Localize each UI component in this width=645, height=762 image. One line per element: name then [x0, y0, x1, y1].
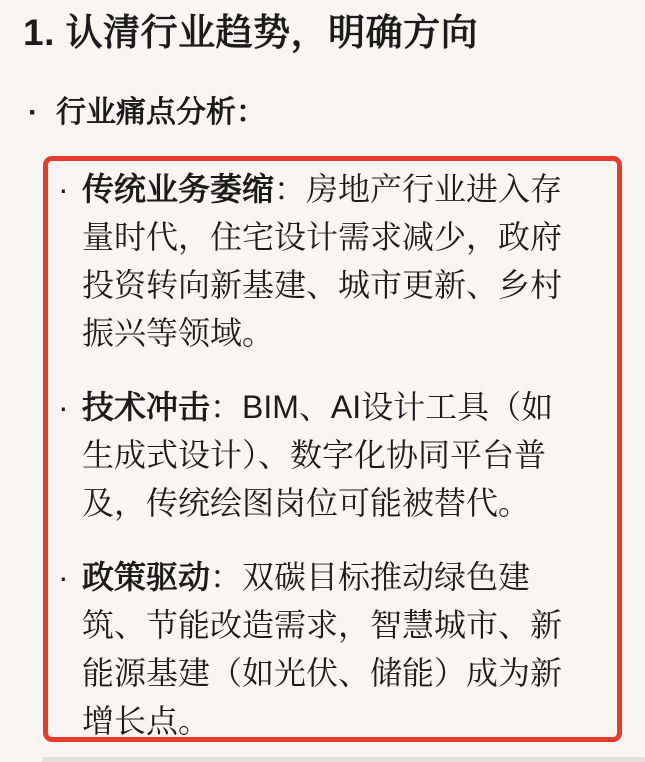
bullet-dot-icon: · [28, 96, 38, 129]
next-content-hint [42, 757, 645, 762]
list-item-text [82, 165, 607, 357]
list-item-term: 技术冲击 [82, 389, 211, 425]
list-item-text [82, 383, 607, 527]
list-item-term: 政策驱动 [82, 559, 211, 595]
list-item-term: 传统业务萎缩 [82, 171, 275, 207]
list-item-body: ：双碳目标推动绿色建 筑、节能改造需求，智慧城市、新 能源基建（如光伏、储能）成为新 增长点。 [82, 559, 563, 739]
list-item-body: ：房地产行业进入存 量时代，住宅设计需求减少，政府 投资转向新基建、城市更新、乡村 振兴等领域。 [82, 171, 563, 351]
page-title: 1. 认清行业趋势，明确方向 [23, 12, 479, 53]
bullet-dot-icon: · [58, 389, 69, 425]
list-item-traditional-business [58, 165, 607, 357]
bullet-dot-icon: · [58, 559, 69, 595]
bullet-dot-icon: · [58, 171, 69, 207]
list-item-body: ：BIM、AI设计工具（如 生成式设计）、数字化协同平台普 及，传统绘图岗位可能被替代。 [82, 389, 554, 521]
highlight-annotation-box [43, 156, 622, 742]
section-heading-label: 行业痛点分析： [56, 96, 266, 129]
list-item-text [82, 553, 607, 745]
list-item-tech-impact [58, 383, 607, 527]
section-heading [28, 96, 266, 129]
list-item-policy-driven [58, 553, 607, 745]
